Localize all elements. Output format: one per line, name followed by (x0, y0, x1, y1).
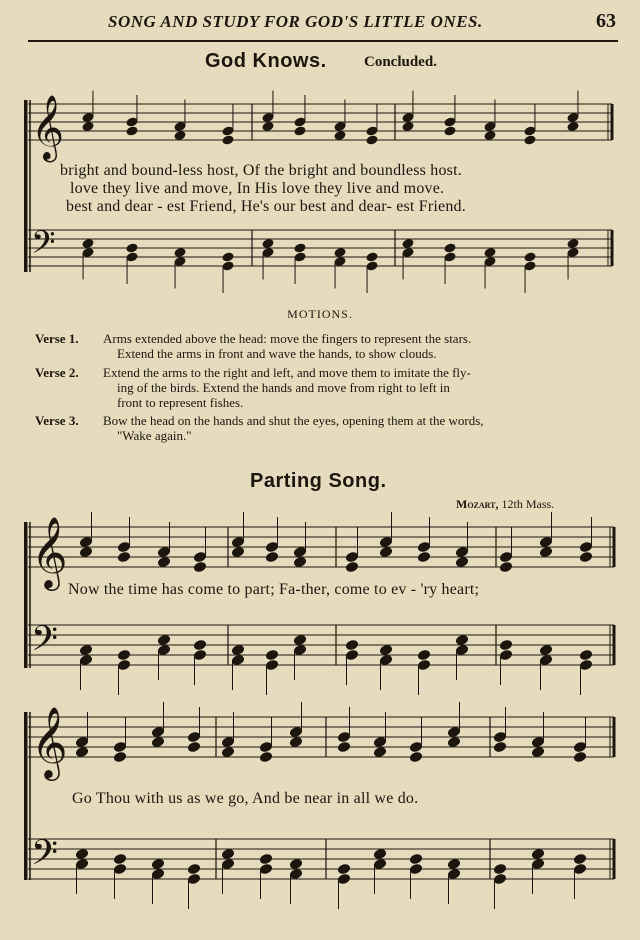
note-head (221, 848, 236, 861)
note-head (373, 746, 388, 759)
motion-verse-3 (35, 413, 625, 445)
note-head (539, 644, 554, 657)
motions-heading: MOTIONS. (287, 307, 353, 321)
note-head (447, 858, 462, 871)
treble-clef-icon: 𝄞 (31, 515, 68, 588)
note-head (365, 134, 378, 145)
song2-system1-treble-staff (28, 512, 614, 591)
note-head (337, 741, 352, 754)
song1-lyric-verse-1: bright and bound-less host, Of the bright and boundless host. (60, 162, 462, 179)
note-head (221, 746, 236, 759)
note-head (293, 125, 306, 136)
composer-work: 12th Mass. (501, 497, 555, 511)
verse-label: Verse 2. (35, 365, 79, 380)
note-head (151, 858, 166, 871)
note-head (193, 639, 208, 652)
verse-label: Verse 3. (35, 413, 79, 428)
note-head (523, 134, 536, 145)
note-head (259, 751, 274, 764)
note-head (193, 561, 208, 574)
note-head (79, 644, 94, 657)
note-head (231, 546, 246, 559)
note-head (187, 863, 202, 876)
note-head (373, 848, 388, 861)
note-head (261, 238, 274, 249)
note-head (379, 644, 394, 657)
note-head (117, 551, 132, 564)
note-head (289, 736, 304, 749)
note-head (493, 741, 508, 754)
note-head (573, 853, 588, 866)
system-bracket (24, 522, 28, 668)
note-head (345, 639, 360, 652)
note-head (573, 751, 588, 764)
note-head (579, 649, 594, 662)
note-head (113, 853, 128, 866)
note-head (401, 121, 414, 132)
note-head (417, 551, 432, 564)
song2-lyric-line-1: Now the time has come to part; Fa-ther, come to ev - 'ry heart; (68, 581, 480, 598)
note-head (117, 649, 132, 662)
verse-line: ing of the birds. Extend the hands and move from right to left in (117, 380, 450, 395)
note-head (173, 247, 186, 258)
note-head (289, 858, 304, 871)
treble-clef-icon: 𝄞 (31, 95, 64, 160)
note-head (75, 746, 90, 759)
note-head (293, 634, 308, 647)
note-head (221, 134, 234, 145)
song1-bass-staff (28, 224, 612, 293)
song1-subtitle: Concluded. (364, 54, 437, 70)
note-head (157, 556, 172, 569)
note-head (265, 551, 280, 564)
note-head (483, 247, 496, 258)
song1-lyric-verse-3: best and dear - est Friend, He's our best and dear- est Friend. (66, 198, 466, 215)
note-head (293, 242, 306, 253)
motion-verse-2 (35, 365, 625, 413)
song2-attribution (456, 497, 554, 512)
song1-lyric-verse-2: love they live and move, In His love they live and move. (70, 180, 445, 197)
composer-name: Mozart, (456, 497, 499, 511)
note-head (566, 121, 579, 132)
song1-treble-staff (28, 91, 612, 163)
note-head (79, 546, 94, 559)
verse-line: Arms extended above the head: move the fingers to represent the stars. (103, 331, 472, 346)
note-head (483, 130, 496, 141)
page-number: 63 (596, 10, 616, 32)
note-head (455, 556, 470, 569)
running-title: SONG AND STUDY FOR GOD'S LITTLE ONES. (108, 12, 483, 31)
note-head (231, 644, 246, 657)
note-head (455, 634, 470, 647)
note-head (345, 561, 360, 574)
motion-verse-1 (35, 331, 625, 363)
note-head (337, 863, 352, 876)
verse-line: front to represent fishes. (117, 395, 244, 410)
note-head (443, 242, 456, 253)
note-head (409, 853, 424, 866)
verse-line: Extend the arms in front and wave the hands, to show clouds. (117, 346, 437, 361)
note-head (499, 561, 514, 574)
note-head (293, 556, 308, 569)
note-head (566, 238, 579, 249)
note-head (113, 751, 128, 764)
note-head (333, 130, 346, 141)
note-head (523, 251, 536, 262)
song2-system1-bass-staff (28, 618, 614, 695)
note-head (157, 634, 172, 647)
note-head (379, 546, 394, 559)
treble-clef-icon: 𝄞 (31, 705, 68, 778)
system-bracket (24, 100, 28, 272)
note-head (81, 238, 94, 249)
verse-line: Extend the arms to the right and left, and move them to imitate the fly- (103, 365, 471, 380)
note-head (173, 130, 186, 141)
song2-lyric-line-2: Go Thou with us as we go, And be near in all we do. (72, 790, 419, 807)
note-head (447, 736, 462, 749)
verse-line: "Wake again." (117, 428, 192, 443)
verse-line: Bow the head on the hands and shut the eyes, opening them at the words, (103, 413, 484, 428)
note-head (151, 736, 166, 749)
note-head (75, 848, 90, 861)
note-head (259, 853, 274, 866)
system-bracket (24, 712, 28, 880)
verse-label: Verse 1. (35, 331, 79, 346)
note-head (125, 242, 138, 253)
note-head (221, 251, 234, 262)
song2-system2-bass-staff (28, 832, 614, 909)
note-head (443, 125, 456, 136)
note-head (365, 251, 378, 262)
song2-title: Parting Song. (250, 470, 387, 492)
bass-clef-icon: 𝄢 (31, 224, 56, 268)
note-head (261, 121, 274, 132)
bass-clef-icon: 𝄢 (31, 618, 59, 667)
bass-clef-icon: 𝄢 (31, 832, 59, 881)
note-head (265, 649, 280, 662)
note-head (81, 121, 94, 132)
note-head (333, 247, 346, 258)
system-braces (24, 100, 30, 880)
note-head (493, 863, 508, 876)
note-head (401, 238, 414, 249)
note-head (187, 741, 202, 754)
note-head (499, 639, 514, 652)
note-head (409, 751, 424, 764)
note-head (579, 551, 594, 564)
note-head (417, 649, 432, 662)
note-head (539, 546, 554, 559)
song2-system2-treble-staff (28, 702, 614, 781)
note-head (531, 848, 546, 861)
note-head (531, 746, 546, 759)
note-head (125, 125, 138, 136)
song1-title: God Knows. (205, 50, 327, 72)
